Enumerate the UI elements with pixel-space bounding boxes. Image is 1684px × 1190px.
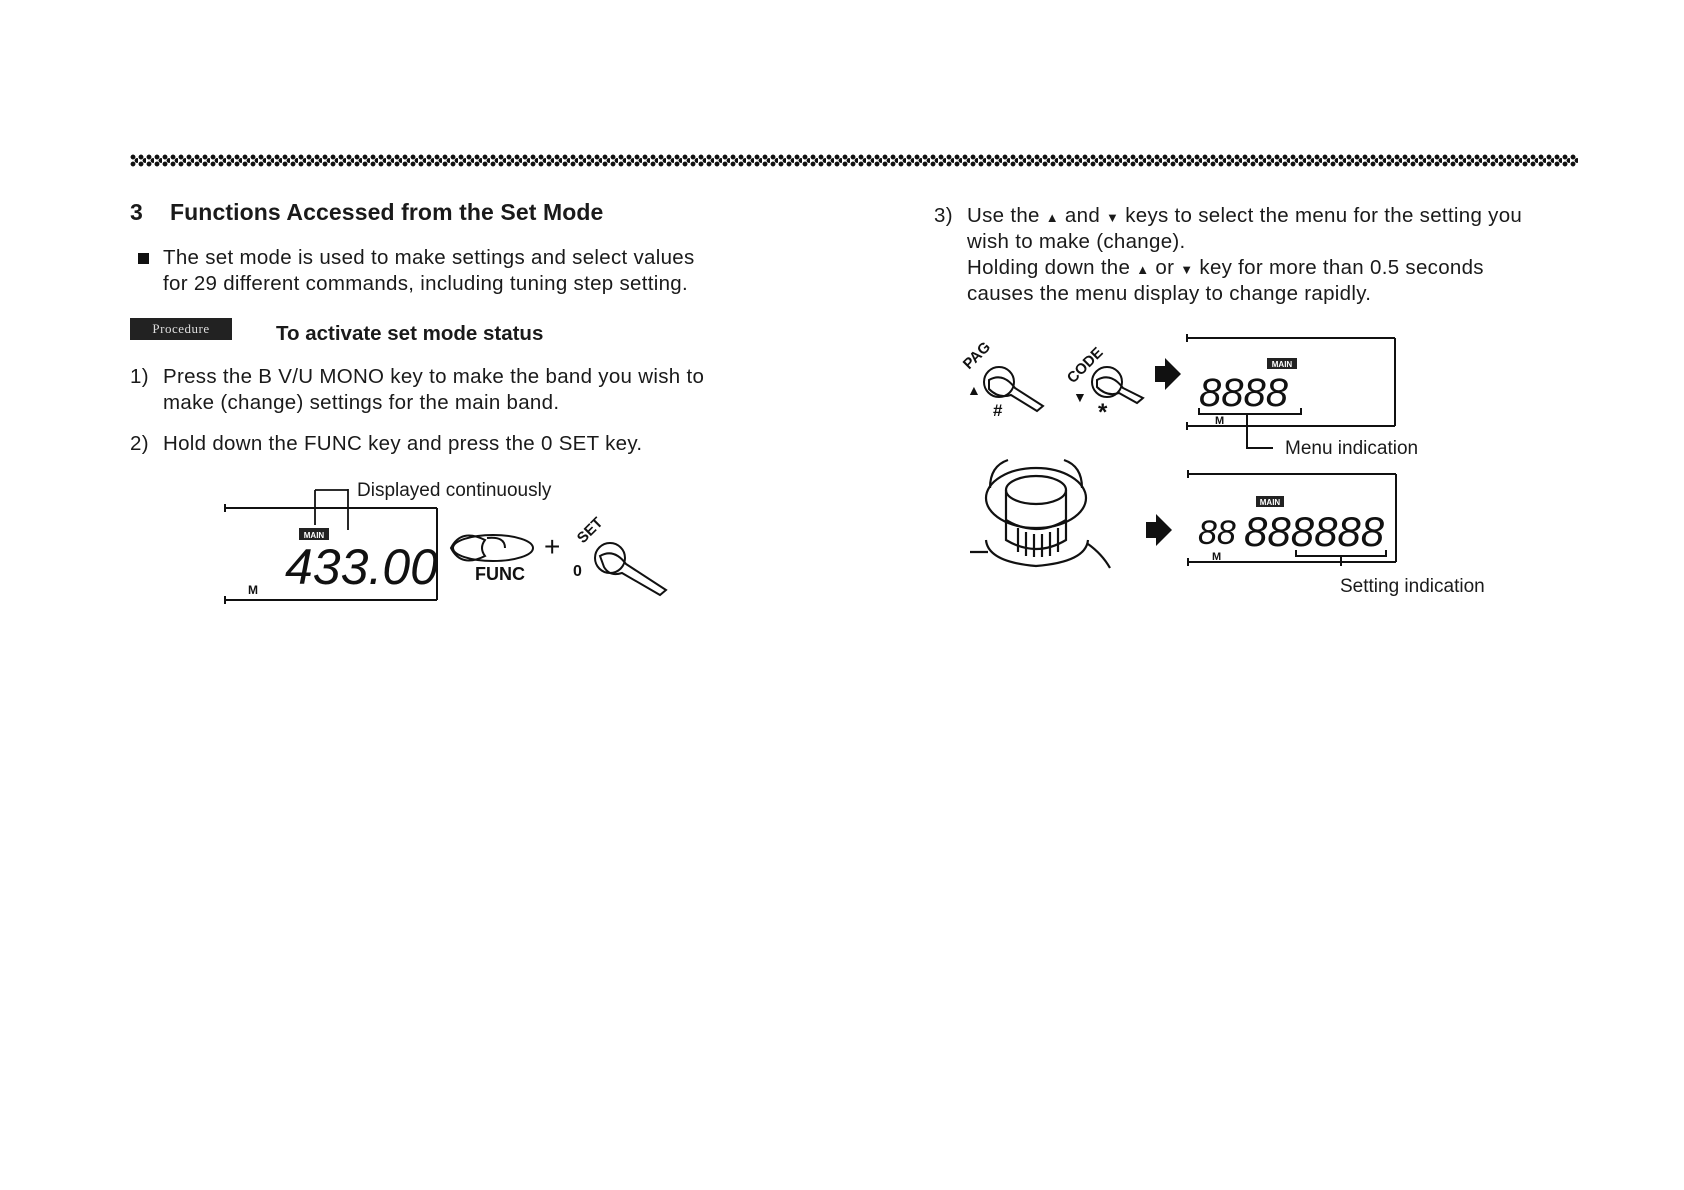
procedure-label: Procedure <box>130 318 232 340</box>
step-1-line-1: Press the B V/U MONO key to make the band you wish to <box>163 365 705 388</box>
arrow-right-icon <box>1146 514 1172 546</box>
pag-key-label: PAG <box>959 338 995 373</box>
step-3-line-1-b: and <box>1064 204 1101 227</box>
setting-indication-caption: Setting indication <box>1340 576 1485 597</box>
step-1-line-2: make (change) settings for the main band. <box>163 391 560 414</box>
set-key-icon <box>595 543 666 595</box>
step-3-line-1 <box>967 203 1522 231</box>
star-key-label: * <box>1098 399 1108 426</box>
hash-key-label: # <box>993 401 1003 420</box>
channel-digits: 88 <box>1198 514 1236 552</box>
step-3-line-3 <box>967 255 1484 283</box>
tuning-dial-icon <box>970 460 1110 568</box>
main-badge: MAIN <box>1271 360 1293 369</box>
step-1-number: 1) <box>130 365 149 388</box>
set-key-label: SET <box>573 514 607 547</box>
step-2-line-1: Hold down the FUNC key and press the 0 SET key. <box>163 432 643 455</box>
main-badge: MAIN <box>303 531 325 540</box>
func-key-label: FUNC <box>475 564 525 584</box>
callout-displayed-continuously: Displayed continuously <box>357 480 552 501</box>
setting-digits: 888888 <box>1244 508 1385 555</box>
code-key-label: CODE <box>1063 344 1107 387</box>
plus-sign: + <box>544 531 561 562</box>
down-arrow-icon: ▼ <box>1180 262 1194 277</box>
step-3-line-2: wish to make (change). <box>967 230 1186 253</box>
menu-indication-caption: Menu indication <box>1285 438 1419 459</box>
intro-line-1: The set mode is used to make settings and select values <box>163 246 695 269</box>
step-3-number: 3) <box>934 204 953 227</box>
up-arrow-icon: ▲ <box>1045 210 1059 225</box>
procedure-title: To activate set mode status <box>276 322 544 345</box>
zero-key-label: 0 <box>573 563 582 580</box>
callout-leader <box>315 489 348 530</box>
section-number: 3 <box>130 199 143 225</box>
memory-indicator: M <box>1215 415 1225 427</box>
memory-indicator: M <box>248 583 258 597</box>
menu-digits: 8888 <box>1199 371 1288 415</box>
section-title: Functions Accessed from the Set Mode <box>170 199 604 225</box>
step-3-line-1-a: Use the <box>967 204 1040 227</box>
arrow-right-icon <box>1155 358 1181 390</box>
memory-indicator: M <box>1212 551 1222 563</box>
bullet-square-icon <box>138 253 149 264</box>
decorative-border <box>130 153 1578 167</box>
step-3-line-1-c: keys to select the menu for the setting you <box>1125 204 1523 227</box>
figure-menu-select <box>955 330 1435 470</box>
step-3-line-3-c: key for more than 0.5 seconds <box>1199 256 1484 279</box>
figure-func-set <box>215 470 675 610</box>
up-arrow-icon: ▲ <box>967 382 981 398</box>
func-key-icon <box>451 535 533 561</box>
up-arrow-icon: ▲ <box>1136 262 1150 277</box>
step-2-number: 2) <box>130 432 149 455</box>
step-3-line-3-a: Holding down the <box>967 256 1131 279</box>
step-3-line-3-b: or <box>1155 256 1175 279</box>
intro-line-2: for 29 different commands, including tuning step setting. <box>163 272 688 295</box>
frequency-readout: 433.00 <box>285 539 438 595</box>
step-3-line-4: causes the menu display to change rapidly. <box>967 282 1372 305</box>
down-arrow-icon: ▼ <box>1073 389 1087 405</box>
code-key-icon <box>1092 367 1143 403</box>
main-badge: MAIN <box>1259 498 1281 507</box>
figure-setting-select <box>968 460 1508 600</box>
down-arrow-icon: ▼ <box>1106 210 1120 225</box>
